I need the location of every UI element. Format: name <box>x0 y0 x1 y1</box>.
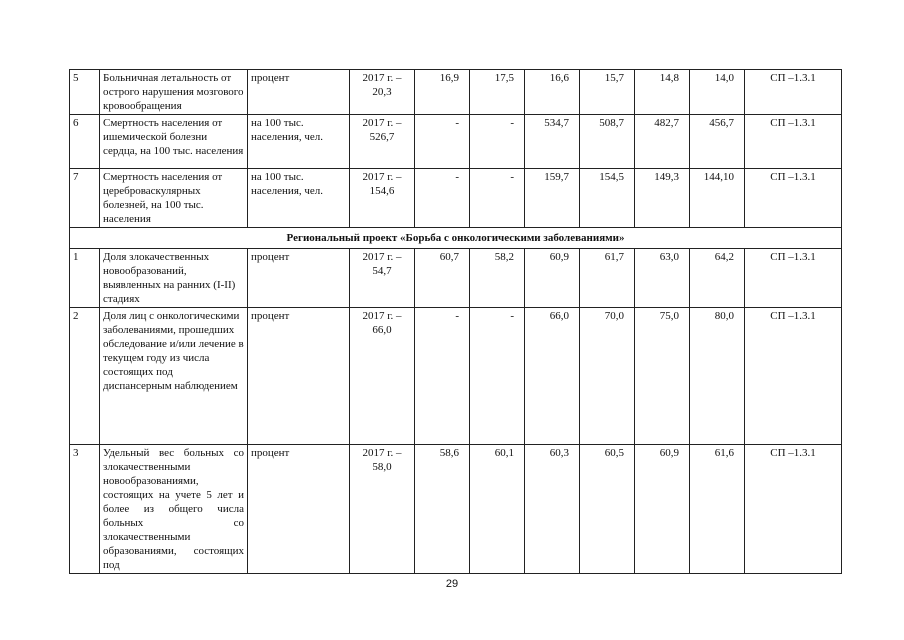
value-y3: 16,6 <box>525 70 580 115</box>
value-y4: 61,7 <box>580 249 635 308</box>
row-number: 6 <box>70 115 100 169</box>
table-row <box>70 169 842 228</box>
value-y1: 16,9 <box>415 70 470 115</box>
row-number: 5 <box>70 70 100 115</box>
source-ref: СП –1.3.1 <box>745 169 842 228</box>
table-row <box>70 70 842 115</box>
page-number: 29 <box>445 578 459 590</box>
source-ref: СП –1.3.1 <box>745 308 842 445</box>
base-value: 2017 г. – 66,0 <box>350 308 415 445</box>
value-y3: 60,9 <box>525 249 580 308</box>
value-y5: 14,8 <box>635 70 690 115</box>
value-y3: 159,7 <box>525 169 580 228</box>
indicator-name: Удельный вес больных со злокачественными новообразованиями, состоящих на учете 5 лет и более из общего числа больных со злокачественными образованиями, состоящих под <box>100 445 248 574</box>
value-y3: 60,3 <box>525 445 580 574</box>
value-y5: 75,0 <box>635 308 690 445</box>
value-y2: 17,5 <box>470 70 525 115</box>
value-y1: - <box>415 169 470 228</box>
row-number: 3 <box>70 445 100 574</box>
unit: процент <box>248 308 350 445</box>
base-value: 2017 г. – 54,7 <box>350 249 415 308</box>
value-y5: 60,9 <box>635 445 690 574</box>
unit: на 100 тыс. населения, чел. <box>248 115 350 169</box>
source-ref: СП –1.3.1 <box>745 445 842 574</box>
unit: на 100 тыс. населения, чел. <box>248 169 350 228</box>
table-row <box>70 115 842 169</box>
section-header-row <box>70 228 842 249</box>
value-y1: 58,6 <box>415 445 470 574</box>
value-y6: 456,7 <box>690 115 745 169</box>
value-y2: - <box>470 169 525 228</box>
unit: процент <box>248 445 350 574</box>
row-number: 1 <box>70 249 100 308</box>
indicator-name: Доля лиц с онкологическими заболеваниями, прошедших обследование и/или лечение в текущем году из числа состоящих под диспансерным наблюдением <box>100 308 248 445</box>
value-y6: 144,10 <box>690 169 745 228</box>
value-y2: 58,2 <box>470 249 525 308</box>
base-value: 2017 г. – 20,3 <box>350 70 415 115</box>
value-y4: 60,5 <box>580 445 635 574</box>
row-number: 2 <box>70 308 100 445</box>
value-y5: 63,0 <box>635 249 690 308</box>
value-y4: 70,0 <box>580 308 635 445</box>
source-ref: СП –1.3.1 <box>745 70 842 115</box>
section-title: Региональный проект «Борьба с онкологическими заболеваниями» <box>70 228 842 249</box>
value-y5: 149,3 <box>635 169 690 228</box>
source-ref: СП –1.3.1 <box>745 249 842 308</box>
value-y2: - <box>470 115 525 169</box>
value-y6: 64,2 <box>690 249 745 308</box>
indicator-name: Доля злокачественных новообразований, выявленных на ранних (I-II) стадиях <box>100 249 248 308</box>
value-y1: 60,7 <box>415 249 470 308</box>
value-y4: 508,7 <box>580 115 635 169</box>
unit: процент <box>248 70 350 115</box>
value-y6: 80,0 <box>690 308 745 445</box>
indicator-name: Больничная летальность от острого нарушения мозгового кровообращения <box>100 70 248 115</box>
table-row <box>70 249 842 308</box>
value-y2: 60,1 <box>470 445 525 574</box>
table-row <box>70 308 842 445</box>
value-y4: 15,7 <box>580 70 635 115</box>
base-value: 2017 г. – 154,6 <box>350 169 415 228</box>
base-value: 2017 г. – 58,0 <box>350 445 415 574</box>
value-y3: 534,7 <box>525 115 580 169</box>
unit: процент <box>248 249 350 308</box>
indicator-name: Смертность населения от ишемической болезни сердца, на 100 тыс. населения <box>100 115 248 169</box>
value-y4: 154,5 <box>580 169 635 228</box>
value-y2: - <box>470 308 525 445</box>
row-number: 7 <box>70 169 100 228</box>
source-ref: СП –1.3.1 <box>745 115 842 169</box>
base-value: 2017 г. – 526,7 <box>350 115 415 169</box>
value-y1: - <box>415 308 470 445</box>
value-y6: 14,0 <box>690 70 745 115</box>
table-row <box>70 445 842 574</box>
indicator-name: Смертность населения от цереброваскулярных болезней, на 100 тыс. населения <box>100 169 248 228</box>
value-y5: 482,7 <box>635 115 690 169</box>
value-y6: 61,6 <box>690 445 745 574</box>
value-y1: - <box>415 115 470 169</box>
indicators-table <box>69 69 842 574</box>
value-y3: 66,0 <box>525 308 580 445</box>
